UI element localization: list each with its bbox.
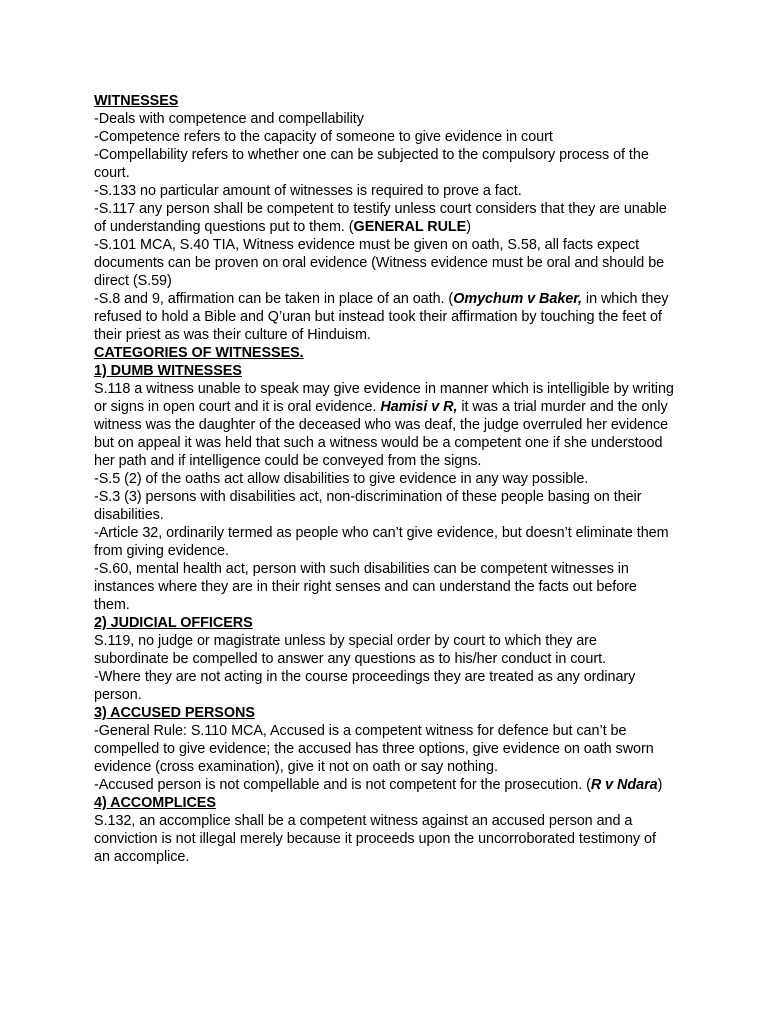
paragraph-s132: S.132, an accomplice shall be a competent witness against an accused person and a conviction is not illegal merely because it proceeds upon the uncorroborated testimony of an accomplice. (94, 813, 656, 865)
s118-rest: it was a trial murder and the only witness was the daughter of the deceased who was deaf, the judge overruled her evidence but on appeal it was held that such a witness would be a competent one if she understood her path and if intelligence could be conveyed from the signs. (94, 399, 669, 469)
not-compellable-text: -Accused person is not compellable and is not competent for the prosecution. ( (94, 777, 591, 793)
paragraph-s5: -S.5 (2) of the oaths act allow disabilities to give evidence in any way possible. (94, 471, 589, 487)
paragraph-s118 (94, 380, 674, 470)
paragraph-s110: -General Rule: S.110 MCA, Accused is a competent witness for defence but can’t be compelled to give evidence; the accused has three options, give evidence on oath sworn evidence (cross examination), give it not on oath or say nothing. (94, 723, 654, 775)
s117-close: ) (466, 219, 471, 235)
s8-rest: in which they refused to hold a Bible and Q’uran but instead took their affirmation by touching the feet of their priest as was their culture of Hinduism. (94, 291, 669, 343)
paragraph-s3: -S.3 (3) persons with disabilities act, non-discrimination of these people basing on their disabilities. (94, 489, 642, 523)
paragraph-deals: -Deals with competence and compellability (94, 111, 364, 127)
not-compellable-close: ) (657, 777, 663, 793)
paragraph-s133: -S.133 no particular amount of witnesses is required to prove a fact. (94, 183, 522, 199)
s118-text: S.118 a witness unable to speak may give evidence in manner which is intelligible by writing or signs in open court and it is oral evidence. (94, 381, 674, 415)
paragraph-s8 (94, 290, 674, 344)
paragraph-competence: -Competence refers to the capacity of someone to give evidence in court (94, 129, 553, 145)
heading-witnesses: WITNESSES (94, 93, 179, 109)
paragraph-not-acting: -Where they are not acting in the course proceedings they are treated as any ordinary person. (94, 669, 636, 703)
s8-text: -S.8 and 9, affirmation can be taken in place of an oath. ( (94, 291, 454, 307)
paragraph-not-compellable (94, 776, 674, 794)
paragraph-compellability: -Compellability refers to whether one can be subjected to the compulsory process of the court. (94, 147, 649, 181)
paragraph-s119: S.119, no judge or magistrate unless by special order by court to which they are subordinate be compelled to answer any questions as to his/her conduct in court. (94, 633, 606, 667)
paragraph-s117 (94, 200, 674, 236)
heading-accomplices: 4) ACCOMPLICES (94, 795, 216, 811)
paragraph-s101: -S.101 MCA, S.40 TIA, Witness evidence must be given on oath, S.58, all facts expect documents can be proven on oral evidence (Witness evidence must be oral and should be direct (S.59) (94, 237, 665, 289)
case-r-v-ndara: R v Ndara (590, 777, 658, 793)
document-body (94, 92, 674, 866)
general-rule-label: GENERAL RULE (353, 219, 467, 235)
heading-dumb-witnesses: 1) DUMB WITNESSES (94, 363, 242, 379)
paragraph-s60: -S.60, mental health act, person with such disabilities can be competent witnesses in instances where they are in their right senses and can understand the facts out before them. (94, 561, 637, 613)
s117-text: -S.117 any person shall be competent to testify unless court considers that they are unable of understanding questions put to them. ( (94, 201, 667, 235)
case-hamisi: Hamisi v R, (380, 399, 458, 415)
heading-judicial-officers: 2) JUDICIAL OFFICERS (94, 615, 253, 631)
paragraph-article32: -Article 32, ordinarily termed as people who can’t give evidence, but doesn’t eliminate them from giving evidence. (94, 525, 669, 559)
case-omychum: Omychum v Baker, (453, 291, 582, 307)
heading-categories: CATEGORIES OF WITNESSES. (94, 345, 304, 361)
heading-accused-persons: 3) ACCUSED PERSONS (94, 705, 255, 721)
